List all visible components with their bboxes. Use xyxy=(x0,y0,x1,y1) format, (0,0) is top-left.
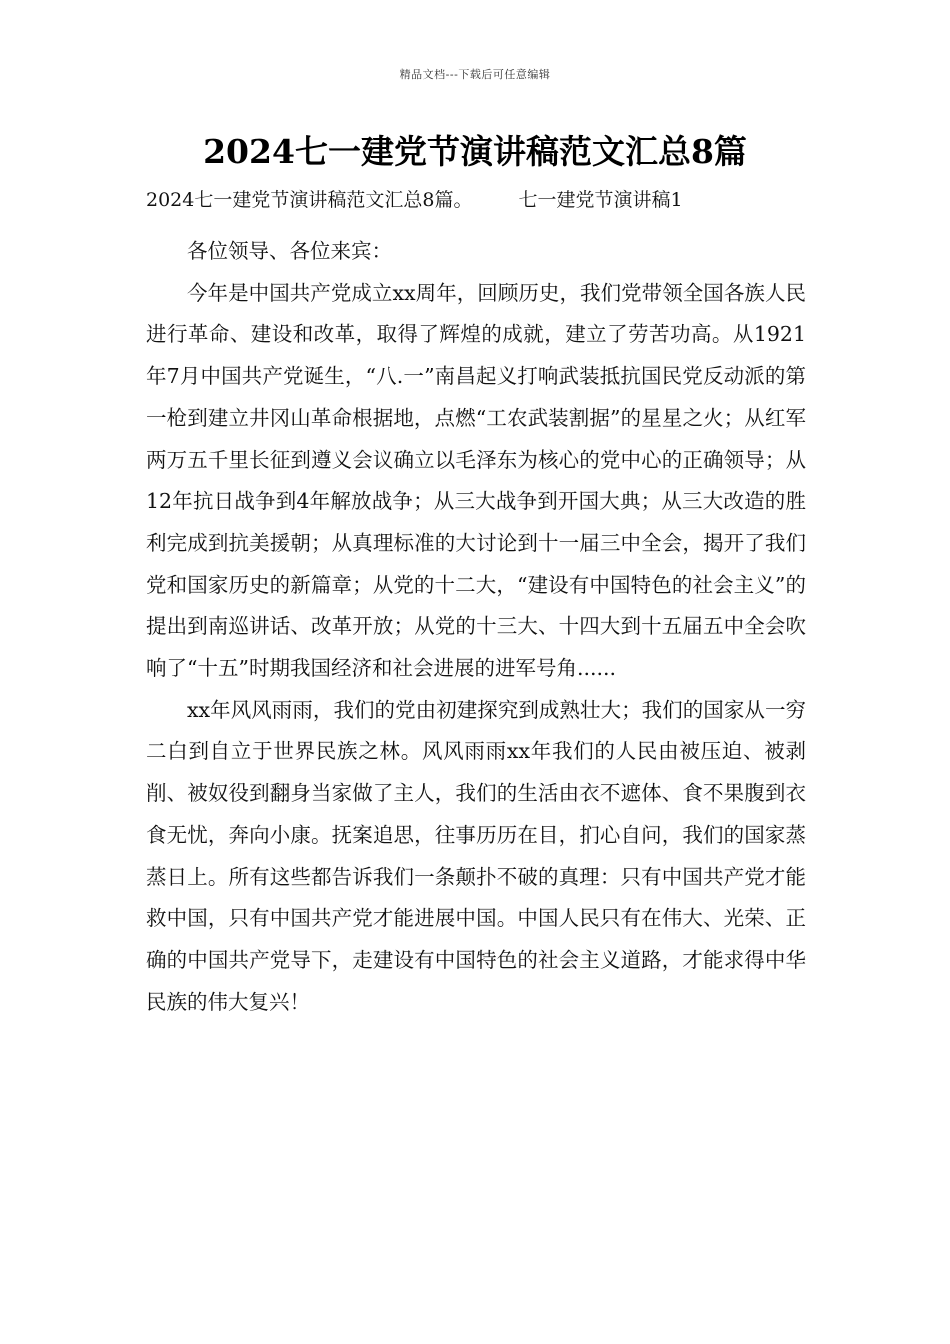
subtitle-right: 七一建党节演讲稿1 xyxy=(518,189,683,211)
header-note: 精品文档---下载后可任意编辑 xyxy=(399,68,551,81)
subtitle-left: 2024七一建党节演讲稿范文汇总8篇。 xyxy=(146,189,473,211)
paragraph-conclusion: xx年风风雨雨，我们的党由初建探究到成熟壮大；我们的国家从一穷二白到自立于世界民族之林。风风雨雨xx年我们的人民由被压迫、被剥削、被奴役到翻身当家做了主人，我们的生活由衣不遮体、食不果腹到衣食无忧，奔向小康。抚案追思，往事历历在目，扪心自问，我们的国家蒸蒸日上。所有这些都告诉我们一条颠扑不破的真理：只有中国共产党才能救中国，只有中国共产党才能进展中国。中国人民只有在伟大、光荣、正确的中国共产党导下，走建设有中国特色的社会主义道路，才能求得中华民族的伟大复兴！ xyxy=(146,697,806,1014)
subtitle-line xyxy=(146,186,826,214)
document-body xyxy=(146,231,806,1023)
paragraph-history: 今年是中国共产党成立xx周年，回顾历史，我们党带领全国各族人民进行革命、建设和改革，取得了辉煌的成就，建立了劳苦功高。从1921年7月中国共产党诞生，“八.一”南昌起义打响武装抵抗国民党反动派的第一枪到建立井冈山革命根据地，点燃“工农武装割据”的星星之火；从红军两万五千里长征到遵义会议确立以毛泽东为核心的党中心的正确领导；从12年抗日战争到4年解放战争；从三大战争到开国大典；从三大改造的胜利完成到抗美援朝；从真理标准的大讨论到十一届三中全会，揭开了我们党和国家历史的新篇章；从党的十二大，“建设有中国特色的社会主义”的提出到南巡讲话、改革开放；从党的十三大、十四大到十五届五中全会吹响了“十五”时期我国经济和社会进展的进军号角...... xyxy=(146,280,806,681)
paragraph-greeting: 各位领导、各位来宾： xyxy=(187,239,392,263)
document-title: 2024七一建党节演讲稿范文汇总8篇 xyxy=(203,132,747,171)
